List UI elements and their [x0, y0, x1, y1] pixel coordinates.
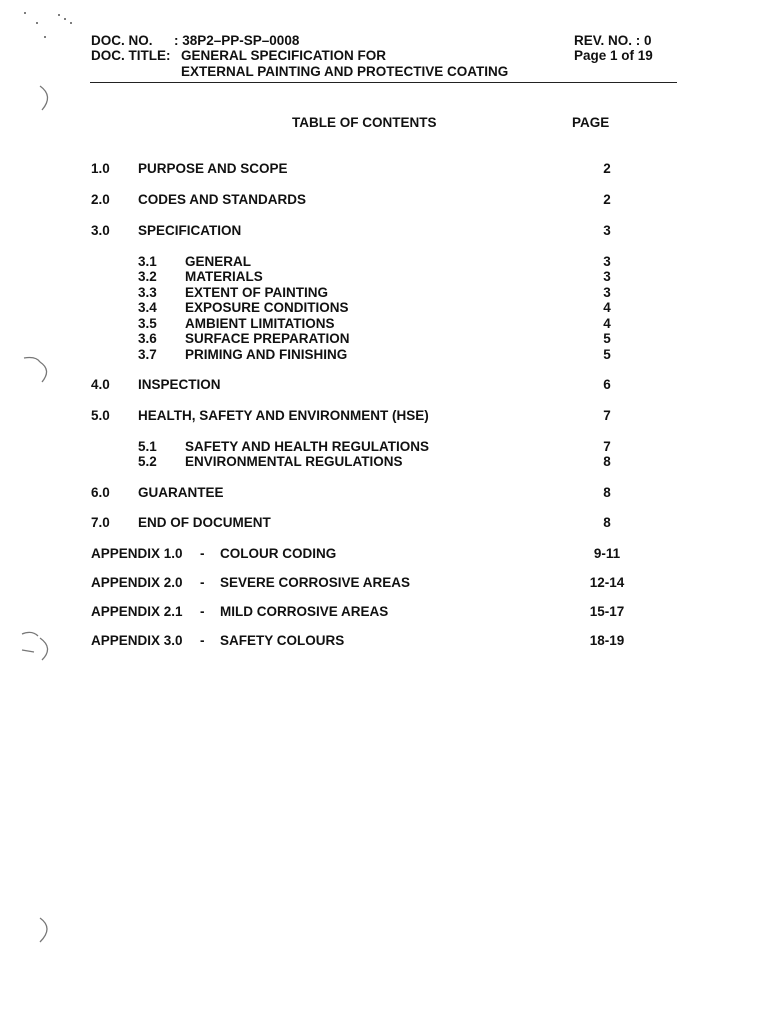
section-page: 8	[603, 485, 611, 500]
section-page: 8	[603, 515, 611, 530]
appendix-page: 9-11	[593, 546, 621, 561]
section-page: 2	[603, 192, 611, 207]
appendix-title: MILD CORROSIVE AREAS	[220, 604, 389, 619]
subsection-page: 7	[603, 439, 611, 454]
page-column-heading: PAGE	[572, 115, 610, 130]
appendix-dash: -	[200, 604, 205, 619]
subsection-number: 3.1	[138, 254, 157, 269]
appendix-label: APPENDIX 2.1	[91, 604, 183, 619]
doc-no-value: : 38P2–PP-SP–0008	[174, 33, 300, 48]
section-number: 5.0	[91, 408, 110, 423]
scan-speck	[64, 18, 66, 20]
doc-title-line2: EXTERNAL PAINTING AND PROTECTIVE COATING	[181, 64, 509, 79]
subsection-page: 5	[603, 347, 611, 362]
subsection-title: SAFETY AND HEALTH REGULATIONS	[185, 439, 430, 454]
subsection-page: 3	[603, 254, 611, 269]
subsection-title: PRIMING AND FINISHING	[185, 347, 348, 362]
appendix-page: 12-14	[589, 575, 625, 590]
subsection-number: 3.3	[138, 285, 157, 300]
scan-speck	[58, 14, 60, 16]
section-number: 6.0	[91, 485, 110, 500]
subsection-number: 3.5	[138, 316, 157, 331]
subsection-title: AMBIENT LIMITATIONS	[185, 316, 335, 331]
section-title: END OF DOCUMENT	[138, 515, 271, 530]
header-rule	[90, 82, 677, 83]
appendix-page: 15-17	[589, 604, 625, 619]
section-title: GUARANTEE	[138, 485, 224, 500]
section-title: CODES AND STANDARDS	[138, 192, 307, 207]
section-page: 6	[603, 377, 611, 392]
section-number: 4.0	[91, 377, 110, 392]
section-number: 1.0	[91, 161, 110, 176]
section-number: 2.0	[91, 192, 110, 207]
section-number: 7.0	[91, 515, 110, 530]
subsection-page: 5	[603, 331, 611, 346]
subsection-number: 3.6	[138, 331, 157, 346]
subsection-page: 3	[603, 285, 611, 300]
subsection-number: 3.7	[138, 347, 157, 362]
toc-heading: TABLE OF CONTENTS	[292, 115, 437, 130]
appendix-label: APPENDIX 1.0	[91, 546, 183, 561]
section-page: 2	[603, 161, 611, 176]
subsection-title: ENVIRONMENTAL REGULATIONS	[185, 454, 403, 469]
scan-speck	[70, 22, 72, 24]
punch-hole-mark	[18, 912, 62, 948]
section-title: INSPECTION	[138, 377, 221, 392]
section-page: 3	[603, 223, 611, 238]
appendix-dash: -	[200, 546, 205, 561]
subsection-title: SURFACE PREPARATION	[185, 331, 350, 346]
subsection-page: 3	[603, 269, 611, 284]
section-title: SPECIFICATION	[138, 223, 242, 238]
subsection-number: 5.1	[138, 439, 157, 454]
punch-hole-mark	[18, 352, 62, 388]
doc-no-label: DOC. NO.	[91, 33, 153, 48]
subsection-page: 8	[603, 454, 611, 469]
doc-title-line1: GENERAL SPECIFICATION FOR	[181, 48, 387, 63]
subsection-page: 4	[603, 316, 611, 331]
scan-speck	[36, 22, 38, 24]
rev-no: REV. NO. : 0	[574, 33, 652, 48]
appendix-dash: -	[200, 633, 205, 648]
section-title: PURPOSE AND SCOPE	[138, 161, 288, 176]
doc-title-label: DOC. TITLE:	[91, 48, 171, 63]
section-number: 3.0	[91, 223, 110, 238]
subsection-number: 3.4	[138, 300, 157, 315]
subsection-title: GENERAL	[185, 254, 252, 269]
appendix-title: COLOUR CODING	[220, 546, 337, 561]
scan-speck	[44, 36, 46, 38]
page-info: Page 1 of 19	[574, 48, 653, 63]
subsection-title: MATERIALS	[185, 269, 263, 284]
appendix-label: APPENDIX 3.0	[91, 633, 183, 648]
punch-hole-mark	[18, 80, 62, 116]
appendix-title: SAFETY COLOURS	[220, 633, 345, 648]
subsection-title: EXTENT OF PAINTING	[185, 285, 329, 300]
subsection-page: 4	[603, 300, 611, 315]
subsection-number: 3.2	[138, 269, 157, 284]
appendix-label: APPENDIX 2.0	[91, 575, 183, 590]
scan-speck	[24, 12, 26, 14]
section-title: HEALTH, SAFETY AND ENVIRONMENT (HSE)	[138, 408, 429, 423]
section-page: 7	[603, 408, 611, 423]
appendix-page: 18-19	[589, 633, 625, 648]
subsection-number: 5.2	[138, 454, 157, 469]
appendix-dash: -	[200, 575, 205, 590]
appendix-title: SEVERE CORROSIVE AREAS	[220, 575, 411, 590]
subsection-title: EXPOSURE CONDITIONS	[185, 300, 349, 315]
punch-hole-mark	[18, 628, 62, 664]
